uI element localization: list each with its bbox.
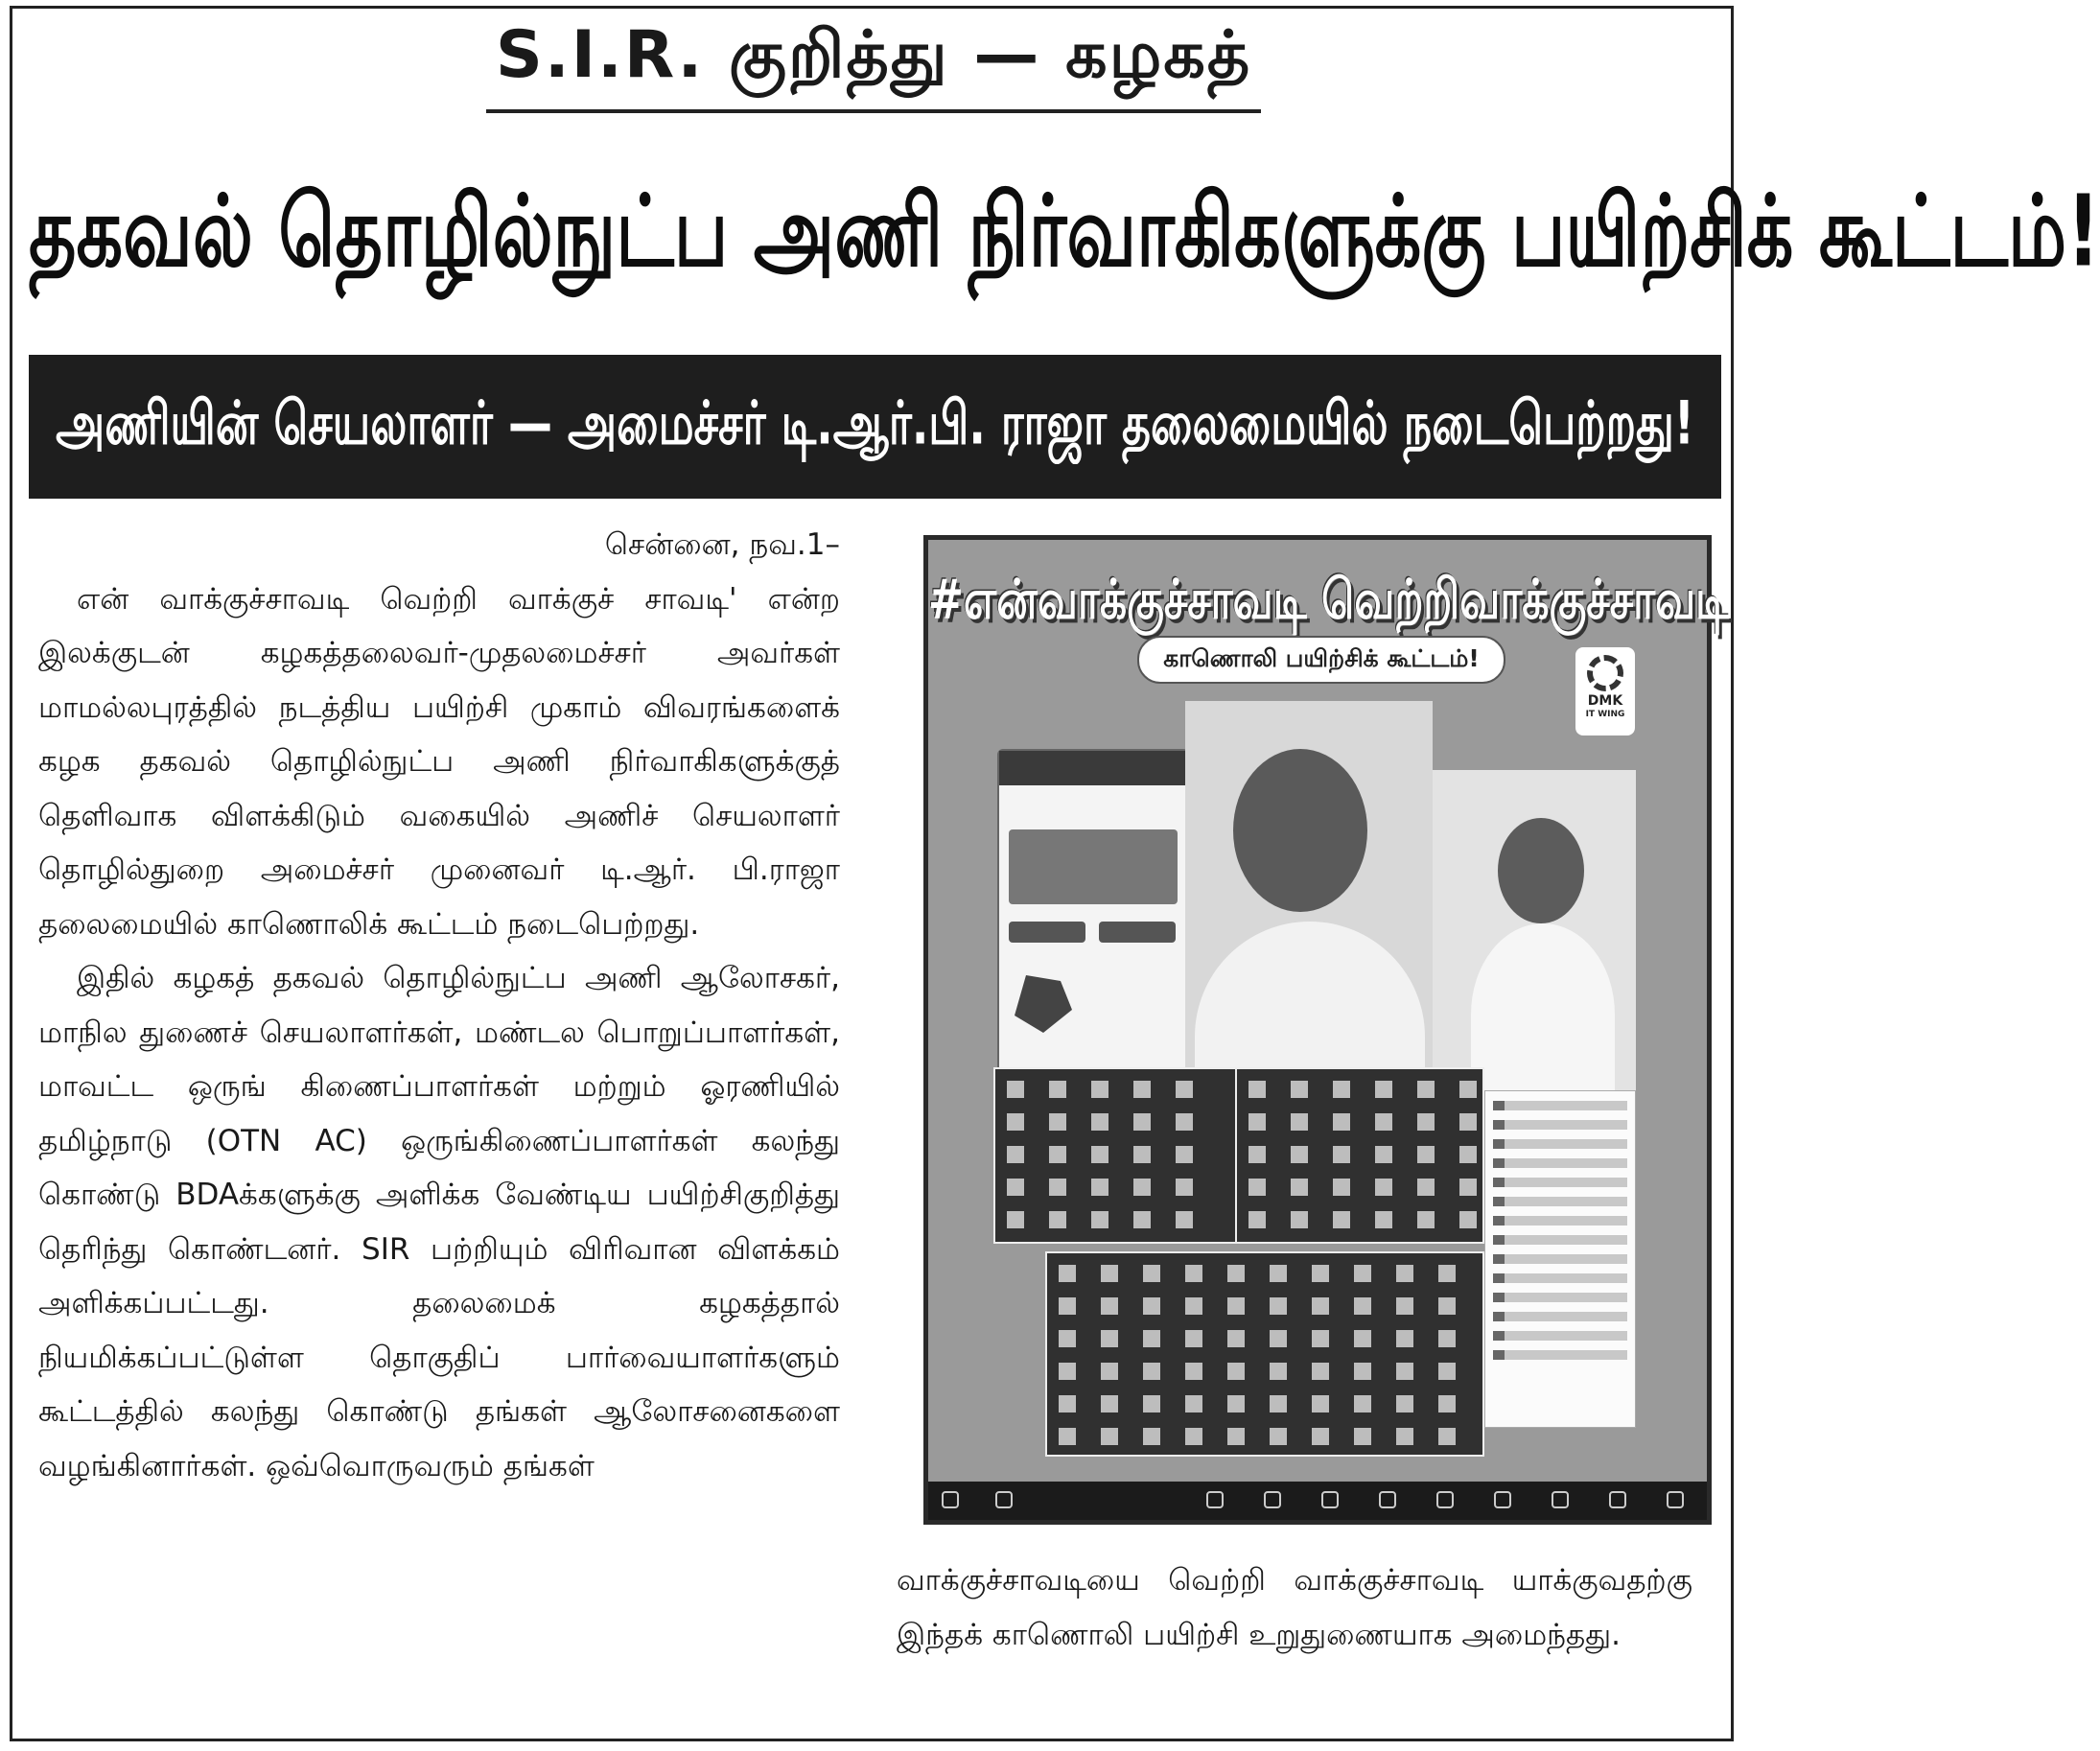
participant-grid-1 [993,1067,1237,1244]
subheadline: அணியின் செயலாளர் — அமைச்சர் டி.ஆர்.பி. ராஜா தலைமையில் நடைபெற்றது! [56,386,1694,457]
chat-icon [1264,1491,1281,1508]
participant-list [1484,1090,1636,1428]
kicker-text: S.I.R. குறித்து — கழகத் [486,17,1261,113]
video-call-toolbar [928,1482,1707,1520]
paragraph-continuation: வாக்குச்சாவடியை வெற்றி வாக்குச்சாவடி யாக்குவதற்கு இந்தக் காணொலி பயிற்சி உறுதுணையாக அமைந்தது. [897,1563,1692,1652]
photo-hashtag: #என்வாக்குச்சாவடி வெற்றிவாக்குச்சாவடி [928,568,1730,632]
subheadline-bar [29,355,1721,499]
participant-grid-3 [1045,1251,1484,1457]
paragraph-1: என் வாக்குச்சாவடி வெற்றி வாக்குச் சாவடி' என்ற இலக்குடன் கழகத்தலைவர்-முதலமைச்சர் அவர்கள் மாமல்லபுரத்தில் நடத்திய பயிற்சி முகாம் விவரங்களைக் கழக தகவல் தொழில்நுட்ப அணி நிர்வாகிகளுக்குத் தெளிவாக விளக்கிடும் வகையில் அணிச் செயலாளர் தொழில்துறை அமைச்சர் முனைவர் டி.ஆர். பி.ராஜா தலைமையில் காணொலிக் கூட்டம் நடைபெற்றது. [38,581,840,942]
share-icon [1379,1491,1396,1508]
participants-icon [1206,1491,1224,1508]
video-icon [995,1491,1013,1508]
article-body-right [897,1553,1692,1662]
participant-grid-2 [1235,1067,1484,1244]
more-icon [1667,1491,1684,1508]
headline: தகவல் தொழில்நுட்ப அணி நிர்வாகிகளுக்கு பயிற்சிக் கூட்டம்! [29,173,2100,289]
ai-companion-icon [1436,1491,1454,1508]
kicker [0,17,1747,113]
paragraph-2: இதில் கழகத் தகவல் தொழில்நுட்ப அணி ஆலோசகர், மாநில துணைச் செயலாளர்கள், மண்டல பொறுப்பாளர்கள், மாவட்ட ஒருங் கிணைப்பாளர்கள் மற்றும் ஓரணியில் தமிழ்நாடு (OTN AC) ஒருங்கிணைப்பாளர்கள் கலந்து கொண்டு BDAக்களுக்கு அளிக்க வேண்டிய பயிற்சிகுறித்து தெரிந்து கொண்டனர். SIR பற்றியும் விரிவான விளக்கம் அளிக்கப்பட்டது. தலைமைக் கழகத்தால் நியமிக்கப்பட்டுள்ள தொகுதிப் பார்வையாளர்களும் கூட்டத்தில் கலந்து கொண்டு தங்கள் ஆலோசனைகளை வழங்கினார்கள். ஒவ்வொருவரும் தங்கள் [38,961,840,1483]
apps-icon [1552,1491,1569,1508]
mic-icon [942,1491,959,1508]
meeting-photo [923,535,1730,1525]
logo-mark-icon [1587,655,1623,691]
logo-line-2: IT WING [1585,710,1625,719]
meeting-info-icon [1494,1491,1511,1508]
react-icon [1321,1491,1339,1508]
photo-pill-label: காணொலி பயிற்சிக் கூட்டம்! [1137,636,1505,684]
dmk-it-wing-logo [1575,647,1635,735]
dateline: சென்னை, நவ.1– [604,527,840,562]
article-body-left [38,518,840,1493]
phone-app-screenshot [997,749,1189,1108]
docs-icon [1609,1491,1626,1508]
logo-line-1: DMK [1587,693,1623,709]
tamil-nadu-map-icon [1015,975,1072,1033]
